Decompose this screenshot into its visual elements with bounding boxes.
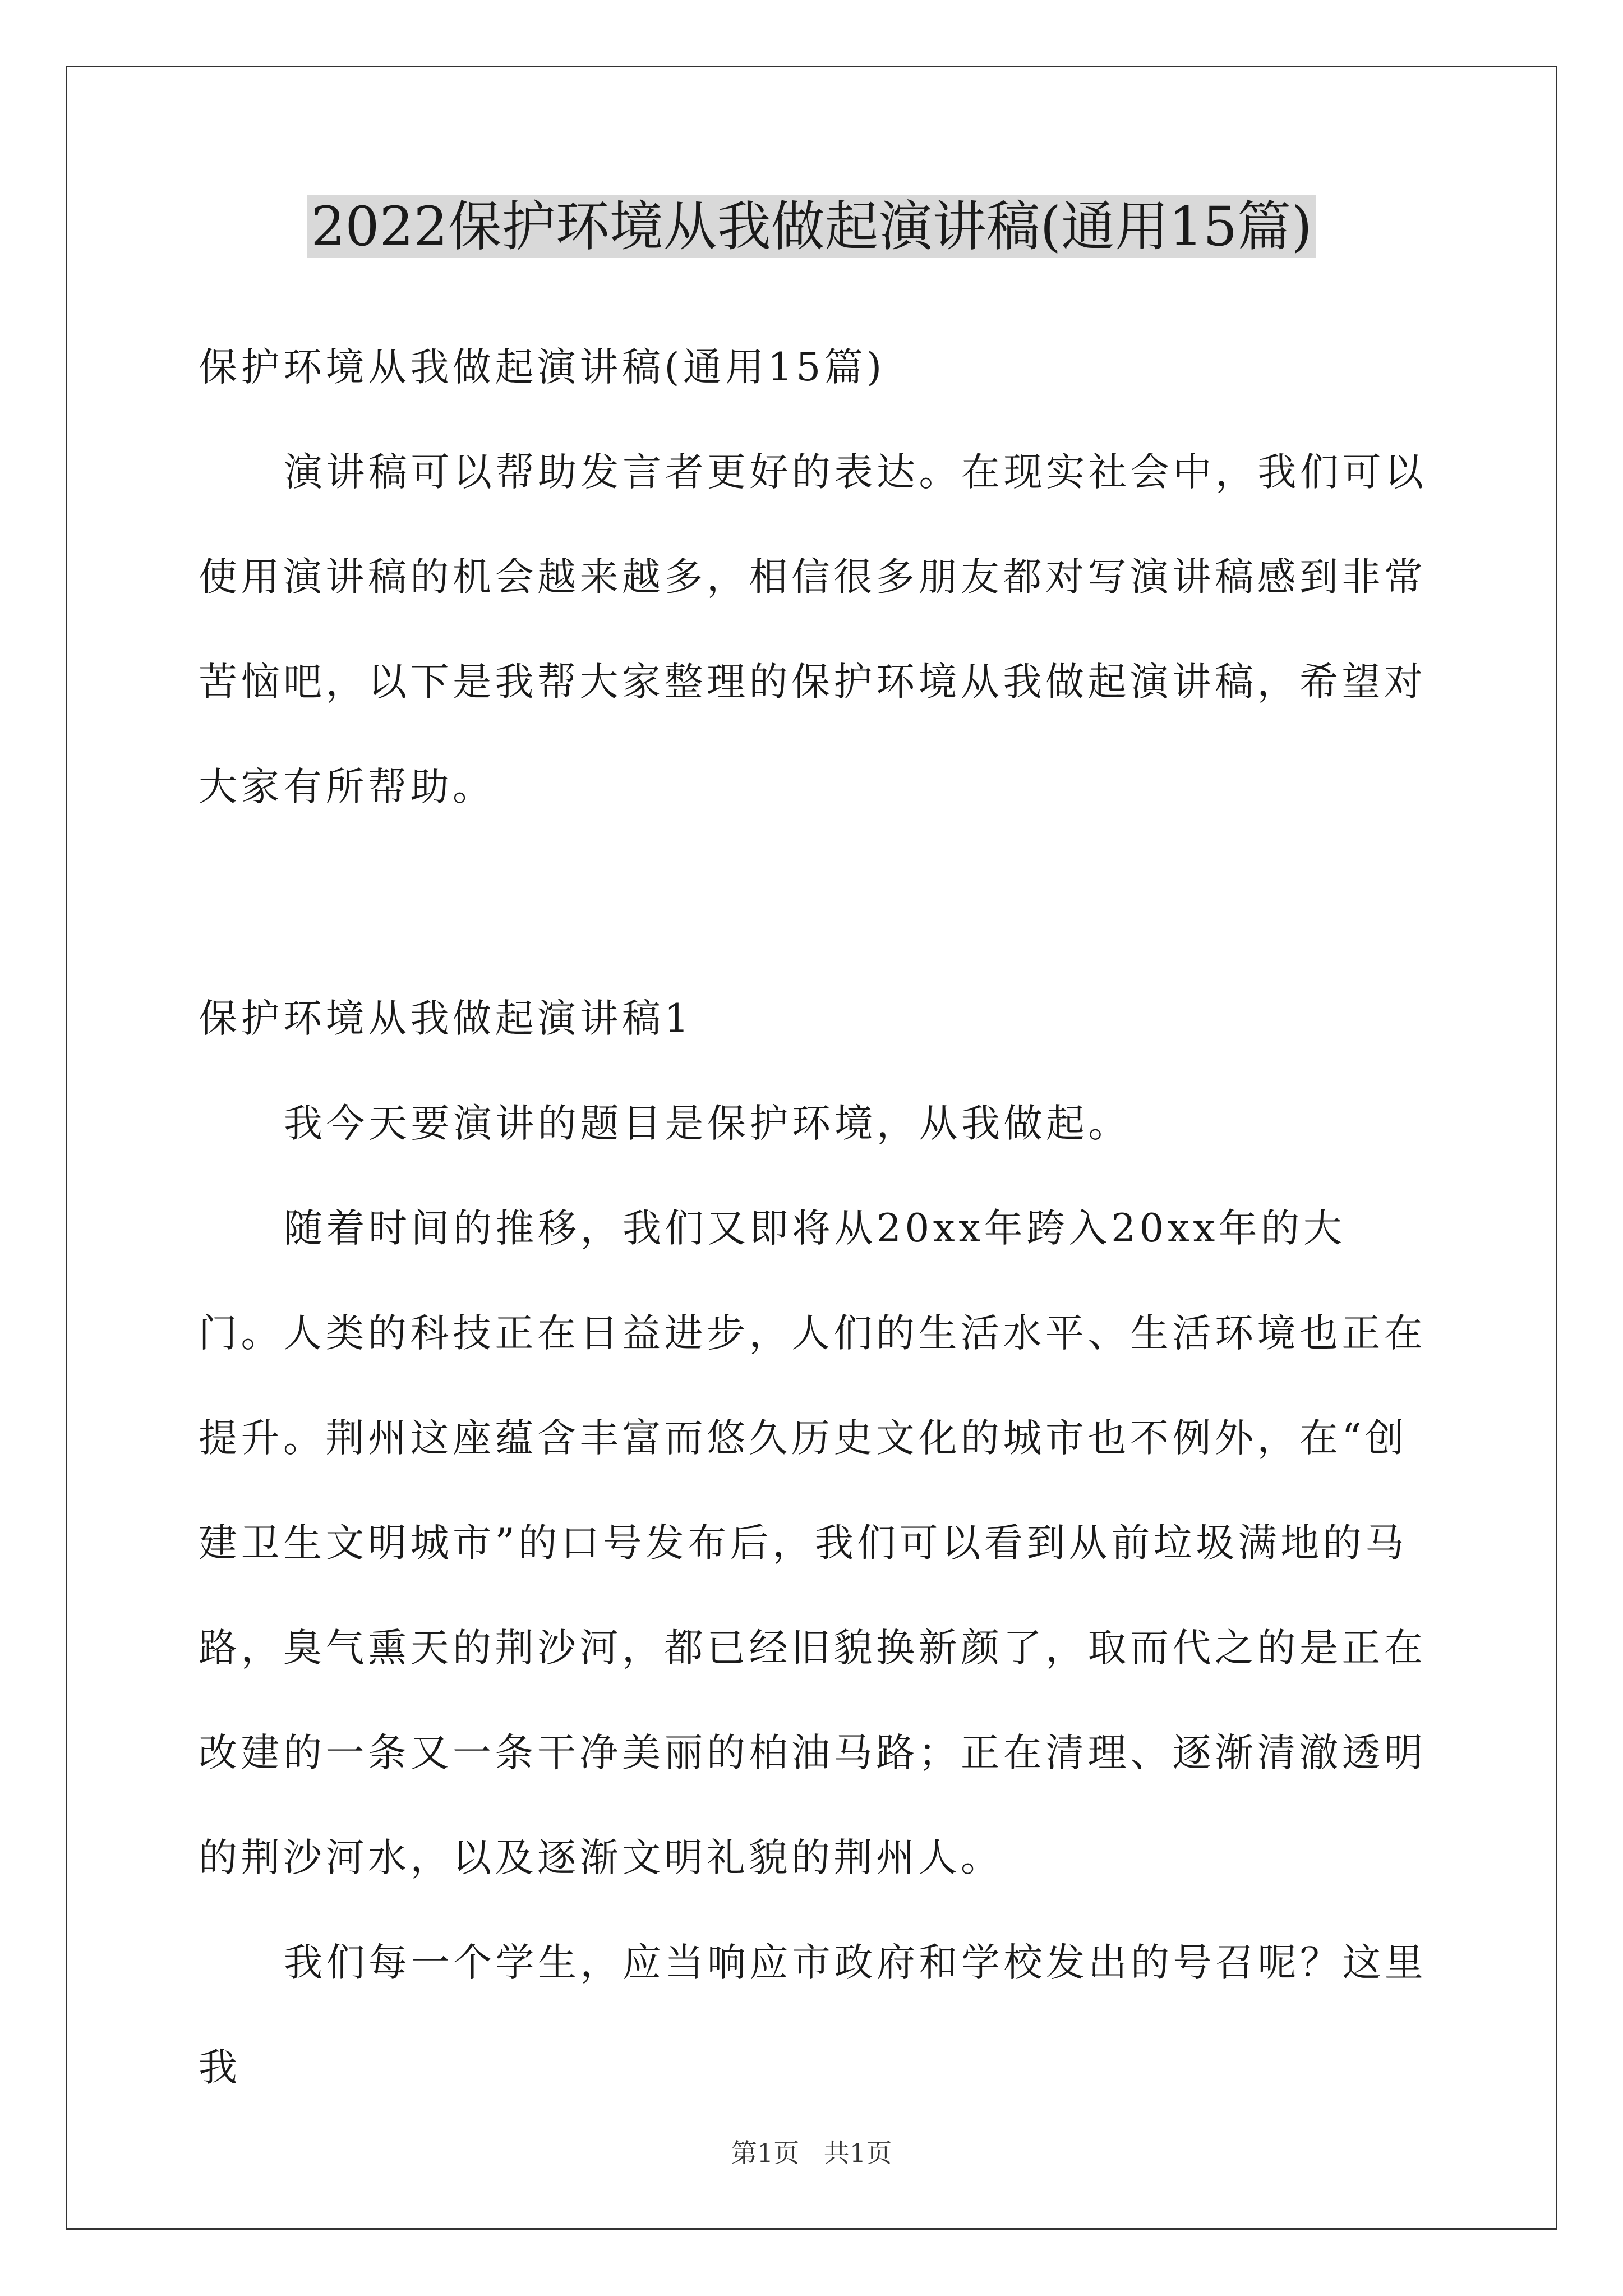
document-subtitle: 保护环境从我做起演讲稿(通用15篇) — [199, 345, 886, 390]
section-heading: 保护环境从我做起演讲稿1 — [199, 996, 693, 1041]
intro-block — [199, 315, 1429, 840]
section-1-block — [199, 967, 1429, 2120]
body-paragraph: 我们每一个学生，应当响应市政府和学校发出的号召呢？这里我 — [199, 1940, 1427, 2090]
document-title — [0, 188, 1623, 265]
intro-paragraph: 演讲稿可以帮助发言者更好的表达。在现实社会中，我们可以使用演讲稿的机会越来越多，相信很多朋友都对写演讲稿感到非常苦恼吧，以下是我帮大家整理的保护环境从我做起演讲稿，希望对大家有所帮助。 — [199, 450, 1427, 809]
page-footer — [0, 2136, 1623, 2170]
body-paragraph: 随着时间的推移，我们又即将从20xx年跨入20xx年的大门。人类的科技正在日益进步，人们的生活水平、生活环境也正在提升。荆州这座蕴含丰富而悠久历史文化的城市也不例外，在“创建卫生文明城市”的口号发布后，我们可以看到从前垃圾满地的马路，臭气熏天的荆沙河，都已经旧貌换新颜了，取而代之的是正在改建的一条又一条干净美丽的柏油马路；正在清理、逐渐清澈透明的荆沙河水，以及逐渐文明礼貌的荆州人。 — [199, 1206, 1427, 1880]
body-paragraph: 我今天要演讲的题目是保护环境，从我做起。 — [284, 1101, 1131, 1146]
page-number: 第1页 共1页 — [731, 2138, 892, 2168]
document-title-text: 2022保护环境从我做起演讲稿(通用15篇) — [307, 195, 1315, 258]
